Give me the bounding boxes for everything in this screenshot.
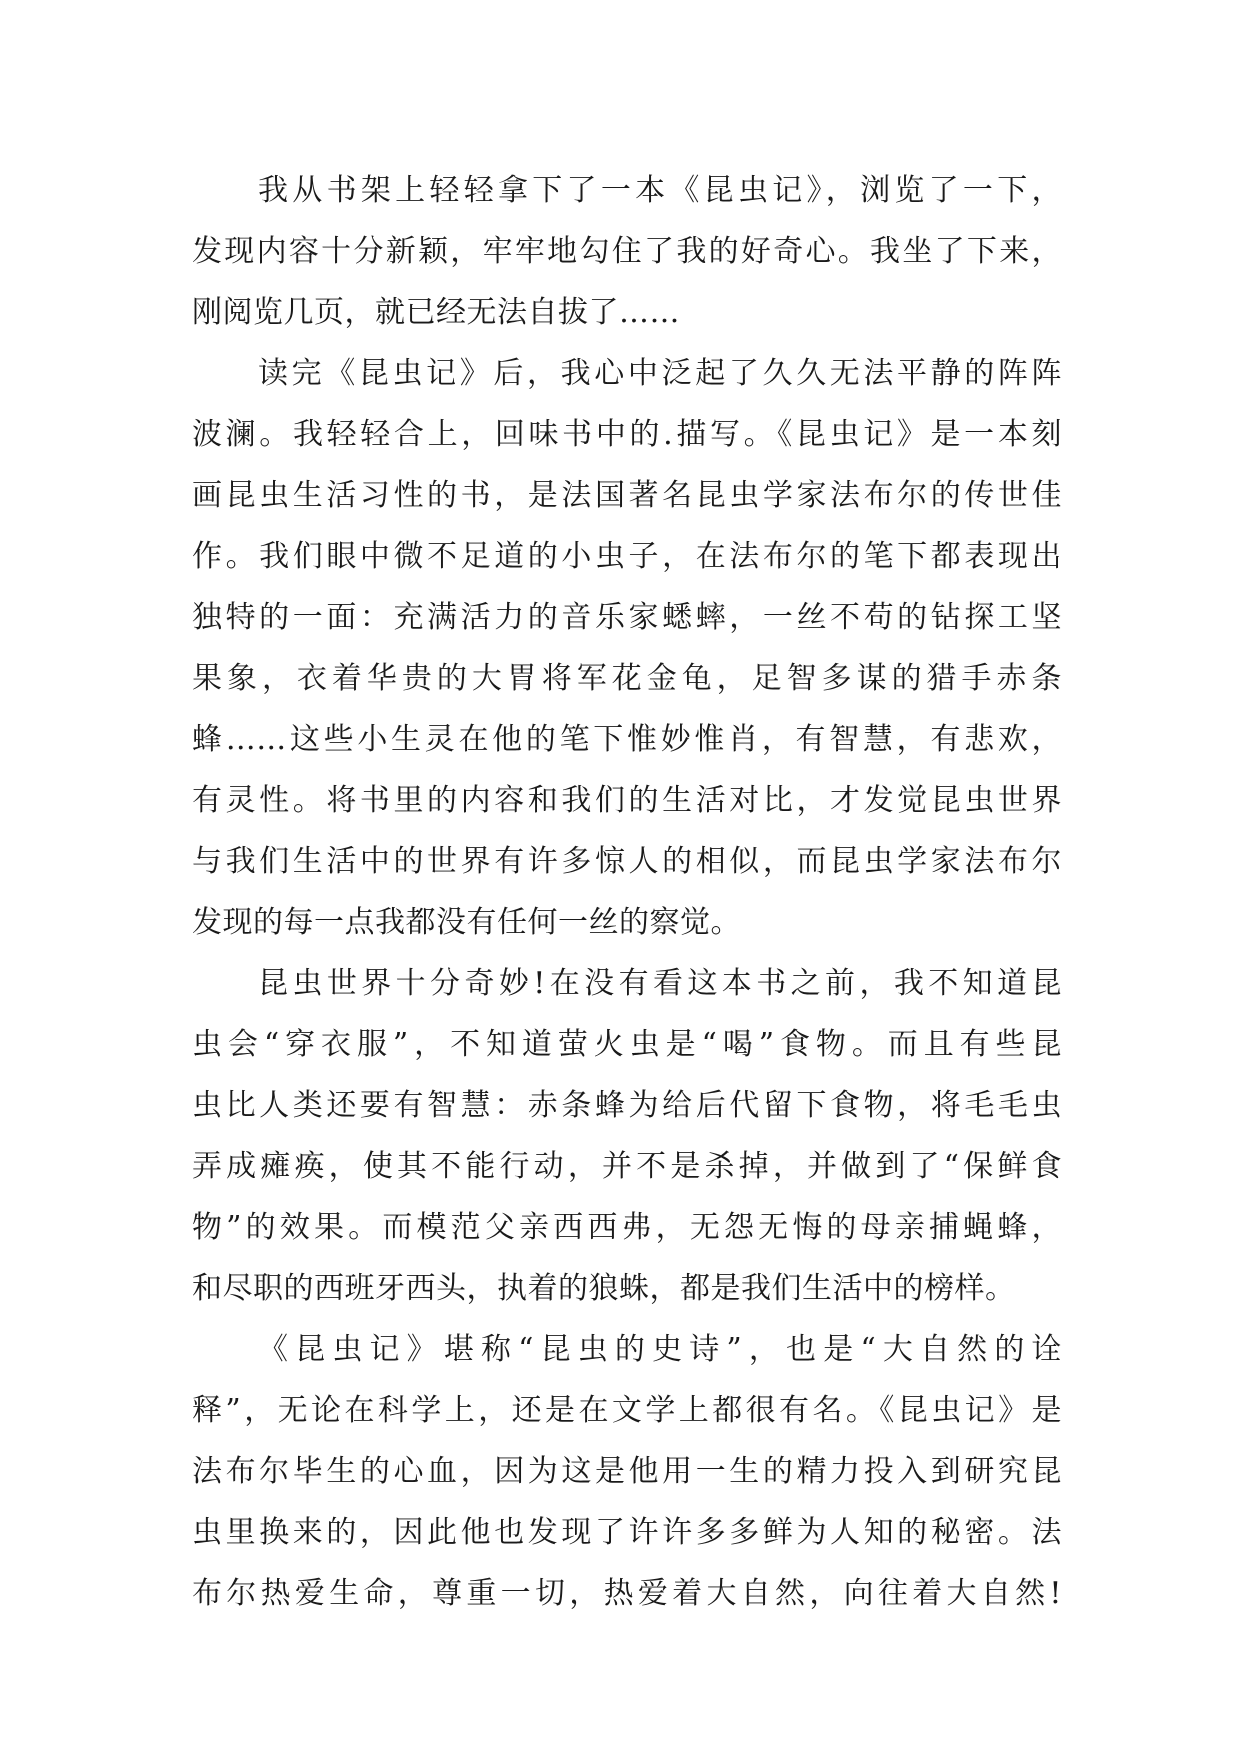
text-line: 读完《昆虫记》后，我心中泛起了久久无法平静的阵阵 xyxy=(258,356,1062,391)
text-line: 虫比人类还要有智慧：赤条蜂为给后代留下食物，将毛毛虫 xyxy=(192,1088,1062,1123)
text-line: 画昆虫生活习性的书，是法国著名昆虫学家法布尔的传世佳 xyxy=(192,478,1062,513)
text-line: 发现的每一点我都没有任何一丝的察觉。 xyxy=(192,905,741,940)
text-line: 蜂……这些小生灵在他的笔下惟妙惟肖，有智慧，有悲欢， xyxy=(192,722,1062,757)
text-line: 发现内容十分新颖，牢牢地勾住了我的好奇心。我坐了下来， xyxy=(192,234,1062,269)
text-line: 波澜。我轻轻合上，回味书中的.描写。《昆虫记》是一本刻 xyxy=(192,417,1062,452)
text-line: 果象，衣着华贵的大胃将军花金龟，足智多谋的猎手赤条 xyxy=(192,661,1062,696)
text-line: 刚阅览几页，就已经无法自拔了…… xyxy=(192,295,680,330)
text-line: 有灵性。将书里的内容和我们的生活对比，才发觉昆虫世界 xyxy=(192,783,1062,818)
text-line: 虫会“穿衣服”，不知道萤火虫是“喝”食物。而且有些昆 xyxy=(192,1027,1062,1062)
text-line: 释”，无论在科学上，还是在文学上都很有名。《昆虫记》是 xyxy=(192,1393,1062,1428)
text-line: 物”的效果。而模范父亲西西弗，无怨无悔的母亲捕蝇蜂， xyxy=(192,1210,1062,1245)
document-body xyxy=(192,160,1062,1624)
text-line: 法布尔毕生的心血，因为这是他用一生的精力投入到研究昆 xyxy=(192,1454,1062,1489)
text-line: 昆虫世界十分奇妙!在没有看这本书之前，我不知道昆 xyxy=(258,966,1062,1001)
text-line: 虫里换来的，因此他也发现了许许多多鲜为人知的秘密。法 xyxy=(192,1515,1062,1550)
text-line: 布尔热爱生命，尊重一切，热爱着大自然，向往着大自然! xyxy=(192,1576,1062,1611)
text-line: 与我们生活中的世界有许多惊人的相似，而昆虫学家法布尔 xyxy=(192,844,1062,879)
text-line: 弄成瘫痪，使其不能行动，并不是杀掉，并做到了“保鲜食 xyxy=(192,1149,1062,1184)
text-line: 独特的一面：充满活力的音乐家蟋蟀，一丝不苟的钻探工坚 xyxy=(192,600,1062,635)
text-line: 作。我们眼中微不足道的小虫子，在法布尔的笔下都表现出 xyxy=(192,539,1062,574)
text-line: 我从书架上轻轻拿下了一本《昆虫记》，浏览了一下， xyxy=(258,173,1062,208)
text-line: 和尽职的西班牙西头，执着的狼蛛，都是我们生活中的榜样。 xyxy=(192,1271,1016,1306)
text-line: 《昆虫记》堪称“昆虫的史诗”，也是“大自然的诠 xyxy=(258,1332,1062,1367)
